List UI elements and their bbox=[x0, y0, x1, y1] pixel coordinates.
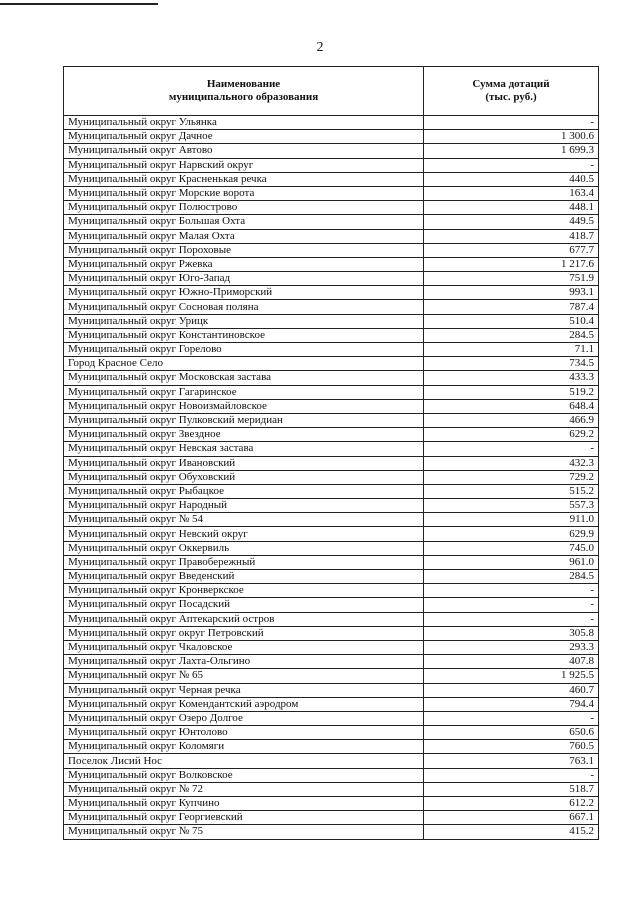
table-row bbox=[64, 130, 599, 144]
municipality-name: Муниципальный округ Озеро Долгое bbox=[64, 711, 424, 725]
table-row bbox=[64, 314, 599, 328]
subsidy-amount: - bbox=[424, 598, 599, 612]
municipality-name: Муниципальный округ № 65 bbox=[64, 669, 424, 683]
municipality-name: Муниципальный округ Введенский bbox=[64, 570, 424, 584]
subsidy-amount: 418.7 bbox=[424, 229, 599, 243]
municipality-name: Муниципальный округ Посадский bbox=[64, 598, 424, 612]
subsidy-amount: 911.0 bbox=[424, 513, 599, 527]
subsidy-amount: 440.5 bbox=[424, 172, 599, 186]
municipality-name: Муниципальный округ Коломяги bbox=[64, 740, 424, 754]
municipality-name: Город Красное Село bbox=[64, 357, 424, 371]
table-row bbox=[64, 328, 599, 342]
table-row bbox=[64, 172, 599, 186]
subsidy-amount: 71.1 bbox=[424, 343, 599, 357]
subsidy-amount: 760.5 bbox=[424, 740, 599, 754]
table-row bbox=[64, 598, 599, 612]
municipality-name: Муниципальный округ Горелово bbox=[64, 343, 424, 357]
table-row bbox=[64, 456, 599, 470]
subsidy-amount: 612.2 bbox=[424, 797, 599, 811]
municipality-name: Муниципальный округ Красненькая речка bbox=[64, 172, 424, 186]
table-row bbox=[64, 442, 599, 456]
municipality-name: Муниципальный округ Ульянка bbox=[64, 116, 424, 130]
subsidy-amount: - bbox=[424, 711, 599, 725]
table-row bbox=[64, 201, 599, 215]
subsidy-amount: 993.1 bbox=[424, 286, 599, 300]
table-row bbox=[64, 527, 599, 541]
subsidy-amount: 677.7 bbox=[424, 243, 599, 257]
subsidy-amount: 667.1 bbox=[424, 811, 599, 825]
subsidy-amount: 729.2 bbox=[424, 470, 599, 484]
table-row bbox=[64, 570, 599, 584]
municipality-name: Муниципальный округ Московская застава bbox=[64, 371, 424, 385]
table-row bbox=[64, 357, 599, 371]
table-header-row bbox=[64, 67, 599, 116]
table-row bbox=[64, 683, 599, 697]
subsidy-amount: - bbox=[424, 116, 599, 130]
municipality-name: Муниципальный округ Пороховые bbox=[64, 243, 424, 257]
table-row bbox=[64, 243, 599, 257]
table-row bbox=[64, 229, 599, 243]
table-row bbox=[64, 371, 599, 385]
municipality-name: Муниципальный округ Полюстрово bbox=[64, 201, 424, 215]
table-row bbox=[64, 272, 599, 286]
subsidy-amount: 751.9 bbox=[424, 272, 599, 286]
municipality-name: Муниципальный округ Дачное bbox=[64, 130, 424, 144]
municipality-name: Муниципальный округ Правобережный bbox=[64, 555, 424, 569]
municipality-name: Муниципальный округ Обуховский bbox=[64, 470, 424, 484]
page-number: 2 bbox=[316, 40, 324, 55]
municipality-name: Муниципальный округ Кронверкское bbox=[64, 584, 424, 598]
table-row bbox=[64, 754, 599, 768]
table-row bbox=[64, 116, 599, 130]
table-row bbox=[64, 484, 599, 498]
table-row bbox=[64, 541, 599, 555]
column-header-sum-line2: (тыс. руб.) bbox=[485, 91, 537, 103]
municipality-name: Муниципальный округ Автово bbox=[64, 144, 424, 158]
municipality-name: Муниципальный округ округ Петровский bbox=[64, 626, 424, 640]
subsidy-amount: 1 925.5 bbox=[424, 669, 599, 683]
municipality-name: Муниципальный округ Урицк bbox=[64, 314, 424, 328]
municipality-name: Муниципальный округ Гагаринское bbox=[64, 385, 424, 399]
column-header-sum bbox=[424, 67, 599, 116]
subsidy-amount: 460.7 bbox=[424, 683, 599, 697]
table-row bbox=[64, 768, 599, 782]
top-rule bbox=[0, 3, 158, 5]
table-row bbox=[64, 286, 599, 300]
table-row bbox=[64, 186, 599, 200]
subsidy-amount: - bbox=[424, 768, 599, 782]
municipality-name: Поселок Лисий Нос bbox=[64, 754, 424, 768]
subsidy-amount: - bbox=[424, 612, 599, 626]
subsidy-amount: 787.4 bbox=[424, 300, 599, 314]
table-row bbox=[64, 257, 599, 271]
municipality-name: Муниципальный округ Черная речка bbox=[64, 683, 424, 697]
subsidy-amount: 515.2 bbox=[424, 484, 599, 498]
subsidy-amount: 433.3 bbox=[424, 371, 599, 385]
subsidy-amount: 407.8 bbox=[424, 655, 599, 669]
table-row bbox=[64, 825, 599, 839]
table-row bbox=[64, 584, 599, 598]
table-row bbox=[64, 669, 599, 683]
municipality-name: Муниципальный округ Лахта-Ольгино bbox=[64, 655, 424, 669]
municipality-name: Муниципальный округ Рыбацкое bbox=[64, 484, 424, 498]
municipality-name: Муниципальный округ Купчино bbox=[64, 797, 424, 811]
subsidy-amount: 745.0 bbox=[424, 541, 599, 555]
subsidy-amount: 961.0 bbox=[424, 555, 599, 569]
subsidy-amount: 648.4 bbox=[424, 399, 599, 413]
table-row bbox=[64, 158, 599, 172]
municipality-name: Муниципальный округ Новоизмайловское bbox=[64, 399, 424, 413]
subsidy-amount: 763.1 bbox=[424, 754, 599, 768]
municipality-name: Муниципальный округ Малая Охта bbox=[64, 229, 424, 243]
municipality-name: Муниципальный округ Невская застава bbox=[64, 442, 424, 456]
table-row bbox=[64, 555, 599, 569]
municipality-name: Муниципальный округ Сосновая поляна bbox=[64, 300, 424, 314]
table-row bbox=[64, 626, 599, 640]
table-row bbox=[64, 144, 599, 158]
subsidy-amount: 1 217.6 bbox=[424, 257, 599, 271]
municipality-name: Муниципальный округ № 54 bbox=[64, 513, 424, 527]
municipality-name: Муниципальный округ Невский округ bbox=[64, 527, 424, 541]
subsidy-amount: 284.5 bbox=[424, 570, 599, 584]
municipality-name: Муниципальный округ Аптекарский остров bbox=[64, 612, 424, 626]
municipality-name: Муниципальный округ Народный bbox=[64, 499, 424, 513]
subsidy-amount: 629.2 bbox=[424, 428, 599, 442]
municipality-name: Муниципальный округ Пулковский меридиан bbox=[64, 413, 424, 427]
municipality-name: Муниципальный округ Звездное bbox=[64, 428, 424, 442]
table-row bbox=[64, 470, 599, 484]
municipality-name: Муниципальный округ Константиновское bbox=[64, 328, 424, 342]
subsidy-amount: 734.5 bbox=[424, 357, 599, 371]
subsidy-amount: 557.3 bbox=[424, 499, 599, 513]
table-row bbox=[64, 655, 599, 669]
column-header-name-line1: Наименование bbox=[206, 78, 281, 90]
table-row bbox=[64, 385, 599, 399]
municipality-name: Муниципальный округ Комендантский аэродром bbox=[64, 697, 424, 711]
municipality-name: Муниципальный округ Чкаловское bbox=[64, 640, 424, 654]
column-header-sum-line1: Сумма дотаций bbox=[472, 78, 550, 90]
municipality-name: Муниципальный округ Морские ворота bbox=[64, 186, 424, 200]
table-row bbox=[64, 215, 599, 229]
table-row bbox=[64, 640, 599, 654]
subsidy-amount: 432.3 bbox=[424, 456, 599, 470]
subsidy-amount: 510.4 bbox=[424, 314, 599, 328]
subsidy-amount: 449.5 bbox=[424, 215, 599, 229]
municipality-name: Муниципальный округ Юго-Запад bbox=[64, 272, 424, 286]
subsidy-amount: 448.1 bbox=[424, 201, 599, 215]
subsidy-amount: 519.2 bbox=[424, 385, 599, 399]
table-row bbox=[64, 811, 599, 825]
subsidy-amount: 293.3 bbox=[424, 640, 599, 654]
table-row bbox=[64, 399, 599, 413]
table-body bbox=[64, 116, 599, 840]
table-row bbox=[64, 413, 599, 427]
subsidy-amount: 163.4 bbox=[424, 186, 599, 200]
subsidy-amount: 1 699.3 bbox=[424, 144, 599, 158]
subsidy-amount: 629.9 bbox=[424, 527, 599, 541]
column-header-name-line2: муниципального образования bbox=[168, 91, 319, 103]
subsidy-amount: 415.2 bbox=[424, 825, 599, 839]
municipality-name: Муниципальный округ Большая Охта bbox=[64, 215, 424, 229]
subsidy-amount: 518.7 bbox=[424, 782, 599, 796]
subsidy-amount: - bbox=[424, 442, 599, 456]
municipality-name: Муниципальный округ № 72 bbox=[64, 782, 424, 796]
subsidy-amount: - bbox=[424, 158, 599, 172]
column-header-name bbox=[64, 67, 424, 116]
subsidy-amount: 1 300.6 bbox=[424, 130, 599, 144]
subsidy-amount: 650.6 bbox=[424, 726, 599, 740]
subsidy-amount: 284.5 bbox=[424, 328, 599, 342]
subsidy-amount: 794.4 bbox=[424, 697, 599, 711]
subsidies-table bbox=[63, 66, 599, 840]
table-row bbox=[64, 797, 599, 811]
table-row bbox=[64, 726, 599, 740]
table-row bbox=[64, 513, 599, 527]
municipality-name: Муниципальный округ Волковское bbox=[64, 768, 424, 782]
table-row bbox=[64, 711, 599, 725]
subsidy-amount: - bbox=[424, 584, 599, 598]
municipality-name: Муниципальный округ Юнтолово bbox=[64, 726, 424, 740]
municipality-name: Муниципальный округ Ивановский bbox=[64, 456, 424, 470]
table-row bbox=[64, 499, 599, 513]
municipality-name: Муниципальный округ Георгиевский bbox=[64, 811, 424, 825]
table-row bbox=[64, 697, 599, 711]
table-row bbox=[64, 343, 599, 357]
municipality-name: Муниципальный округ № 75 bbox=[64, 825, 424, 839]
municipality-name: Муниципальный округ Южно-Приморский bbox=[64, 286, 424, 300]
municipality-name: Муниципальный округ Оккервиль bbox=[64, 541, 424, 555]
subsidy-amount: 305.8 bbox=[424, 626, 599, 640]
table-row bbox=[64, 782, 599, 796]
table-row bbox=[64, 612, 599, 626]
table-row bbox=[64, 428, 599, 442]
subsidy-amount: 466.9 bbox=[424, 413, 599, 427]
table-row bbox=[64, 300, 599, 314]
table-row bbox=[64, 740, 599, 754]
municipality-name: Муниципальный округ Ржевка bbox=[64, 257, 424, 271]
municipality-name: Муниципальный округ Нарвский округ bbox=[64, 158, 424, 172]
